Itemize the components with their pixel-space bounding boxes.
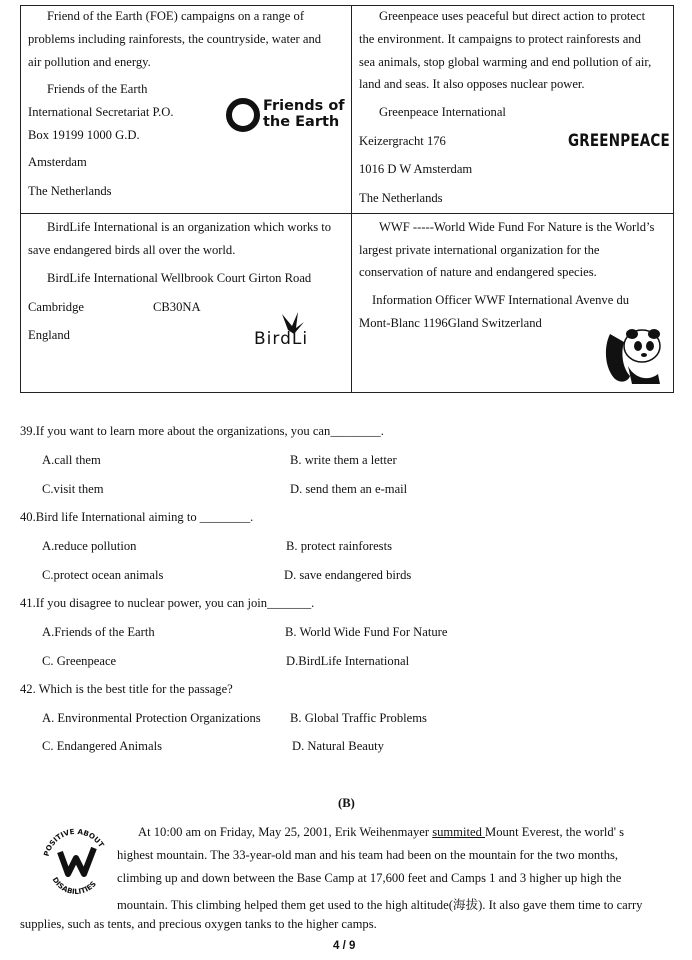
foe-desc-line1: Friend of the Earth (FOE) campaigns on a range of [47,9,305,23]
section-b-label: (B) [338,796,355,810]
section-b-line1-start: At 10:00 am on Friday, May 25, 2001, Erik Weihenmayer [138,825,433,839]
wwf-address-line2: Mont-Blanc 1196Gland Switzerland [359,316,542,330]
question-39-option-d: D. send them an e-mail [290,482,408,496]
question-42-stem: 42. Which is the best title for the passage? [20,682,233,696]
greenpeace-logo: GREENPEACE [568,131,670,151]
foe-address-line1: Friends of the Earth [47,82,148,96]
birdlife-address-country: England [28,328,70,342]
table-divider-horizontal [20,213,674,214]
question-41-option-a: A.Friends of the Earth [42,625,155,639]
positive-about-disabilities-logo [40,826,112,896]
greenpeace-address-line2: Keizergracht 176 [359,134,446,148]
foe-logo-text-line1: Friends of [263,98,345,114]
foe-address-line2: International Secretariat P.O. [28,105,174,119]
birdlife-address-city: Cambridge [28,300,84,314]
question-40-stem: 40.Bird life International aiming to ________. [20,510,254,524]
svg-text:POSITIVE ABOUT [42,827,106,857]
foe-address-line4: Amsterdam [28,155,87,169]
foe-logo-text-line2: the Earth [263,114,340,130]
foe-desc-line3: air pollution and energy. [28,55,151,69]
logo-arc-text-bottom: DISABILITIES [50,875,98,896]
table-divider-vertical [351,5,352,393]
birdlife-address-line1: BirdLife International Wellbrook Court Girton Road [47,271,312,285]
friends-of-the-earth-logo [224,96,344,134]
greenpeace-desc-line3: sea animals, stop global warming and end pollution of air, [359,55,652,69]
greenpeace-address-line4: The Netherlands [359,191,443,205]
question-40-option-b: B. protect rainforests [286,539,392,553]
section-b-line3: climbing up and down between the Base Camp at 17,600 feet and Camps 1 and 3 higher up high the [117,871,622,885]
birdlife-logo [252,306,326,352]
underlined-word-summited: summited [432,825,486,839]
question-40-option-d: D. save endangered birds [284,568,412,582]
greenpeace-desc-line2: the environment. It campaigns to protect rainforests and [359,32,641,46]
question-41-stem: 41.If you disagree to nuclear power, you can join_______. [20,596,315,610]
page-number: 4 / 9 [333,940,356,952]
section-b-line5: supplies, such as tents, and precious oxygen tanks to the higher camps. [20,917,377,931]
foe-address-line3: Box 19199 1000 G.D. [28,128,140,142]
question-41-option-b: B. World Wide Fund For Nature [285,625,448,639]
question-40-option-c: C.protect ocean animals [42,568,164,582]
foe-address-line5: The Netherlands [28,184,112,198]
logo-arc-text-top: POSITIVE ABOUT [41,826,107,858]
section-b-line2: highest mountain. The 33-year-old man and his team had been on the mountain for the two months, [117,848,619,862]
question-39-option-b: B. write them a letter [290,453,397,467]
question-41-option-c: C. Greenpeace [42,654,117,668]
greenpeace-address-line3: 1016 D W Amsterdam [359,162,473,176]
section-b-line4: mountain. This climbing helped them get used to the high altitude(海拔). It also gave them time to carry [117,898,643,912]
foe-desc-line2: problems including rainforests, the countryside, water and [28,32,322,46]
question-42-option-d: D. Natural Beauty [292,739,384,753]
wwf-desc-line1: WWF -----World Wide Fund For Nature is the World’s [379,220,655,234]
greenpeace-address-line1: Greenpeace International [379,105,506,119]
question-42-option-b: B. Global Traffic Problems [290,711,427,725]
question-39-option-a: A.call them [42,453,101,467]
section-b-line1 [138,825,624,840]
birdlife-address-postcode: CB30NA [153,300,201,314]
question-42-option-c: C. Endangered Animals [42,739,162,753]
question-42-option-a: A. Environmental Protection Organizations [42,711,261,725]
greenpeace-desc-line1: Greenpeace uses peaceful but direct action to protect [379,9,646,23]
greenpeace-desc-line4: land and seas. It also opposes nuclear power. [359,77,585,91]
birdlife-logo-text: BirdLi [254,329,309,349]
section-b-line1-end: Mount Everest, the world' s [485,825,625,839]
question-41-option-d: D.BirdLife International [286,654,410,668]
question-39-stem: 39.If you want to learn more about the organizations, you can________. [20,424,384,438]
wwf-desc-line3: conservation of nature and endangered species. [359,265,597,279]
question-39-option-c: C.visit them [42,482,104,496]
birdlife-desc-line2: save endangered birds all over the world. [28,243,236,257]
wwf-panda-logo [598,316,666,386]
question-40-option-a: A.reduce pollution [42,539,137,553]
wwf-desc-line2: largest private international organization for the [359,243,600,257]
wwf-address-line1: Information Officer WWF International Avenve du [372,293,630,307]
birdlife-desc-line1: BirdLife International is an organization which works to [47,220,332,234]
svg-text:DISABILITIES [51,875,98,896]
